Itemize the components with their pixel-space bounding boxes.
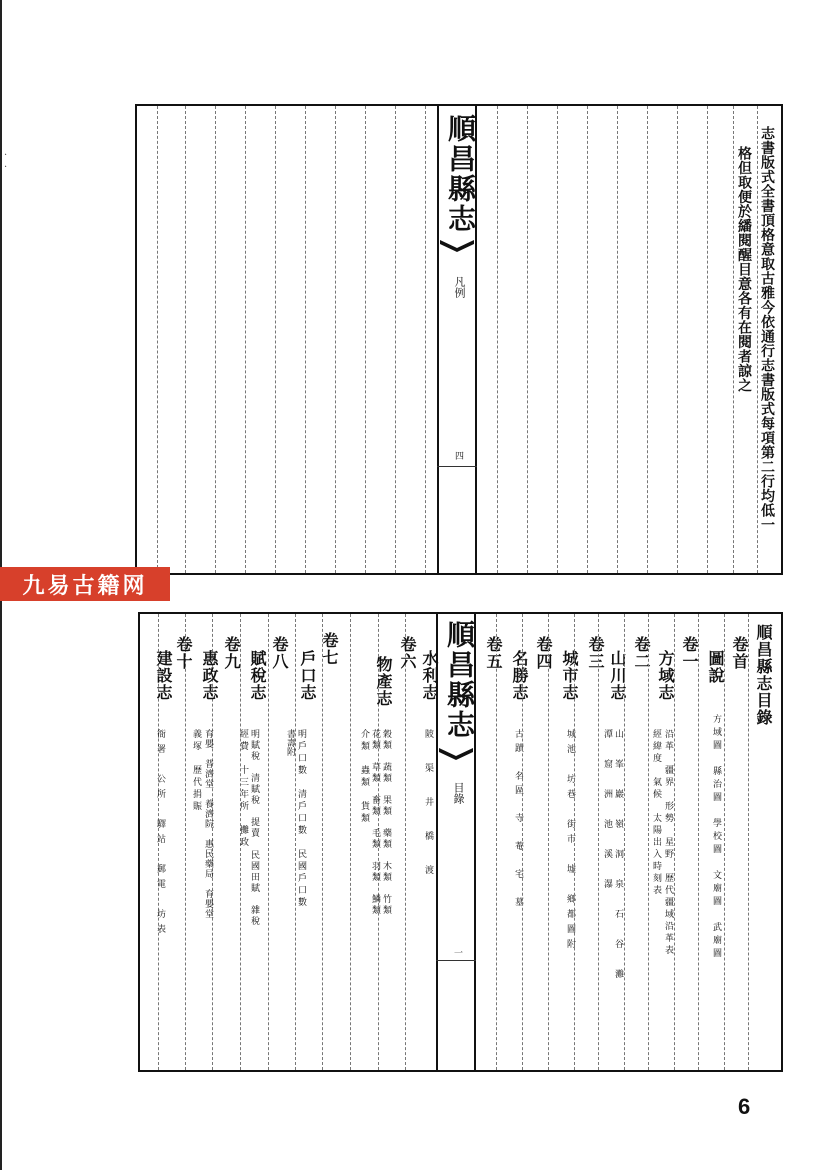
- toc-wuchan: 物產志: [374, 656, 393, 707]
- watermark-logo: 九易古籍网: [0, 567, 170, 601]
- toc-shanchuan-items2: 潭 窟 洲 池 溪 瀑: [602, 729, 612, 894]
- toc-juan-7: 卷七: [320, 632, 339, 666]
- toc-jianshe-items: 衙署 公所 驛站 郵電 坊表: [155, 729, 165, 939]
- bottom-leaf-number: 一: [452, 948, 462, 957]
- toc-mingsheng: 名勝志: [510, 650, 529, 701]
- toc-shuili: 水利志: [420, 650, 439, 701]
- toc-shanchuan-items: 山 峯 巖 嶺 洞 泉 石 谷 灘: [613, 729, 623, 984]
- toc-wuchan-items: 穀類 蔬類 果類 藥類 木類 竹類: [381, 729, 391, 916]
- toc-juan-5: 卷五: [484, 636, 503, 670]
- top-page-frame: [135, 104, 783, 575]
- top-section-label: 凡例: [453, 276, 466, 298]
- toc-chengshi: 城市志: [560, 650, 579, 701]
- bottom-page-frame: [138, 612, 783, 1072]
- scan-speck: · ·: [4, 150, 8, 173]
- top-book-title: 順昌縣志: [444, 114, 477, 234]
- toc-huizheng-items2: 義塚 歷代捐賑: [191, 729, 201, 813]
- toc-main-title: 順昌縣志目錄: [754, 624, 773, 726]
- toc-huzhi-items: 明戶口數 清戶口數 民國戶口數: [296, 729, 306, 909]
- toc-juan-2: 卷二: [632, 636, 651, 670]
- toc-juan-8: 卷八: [270, 636, 289, 670]
- toc-juan-4: 卷四: [534, 636, 553, 670]
- toc-juan-1: 卷一: [680, 636, 699, 670]
- toc-fushui-items: 明賦稅 清賦稅 提賣 民國田賦 雜稅: [249, 729, 259, 927]
- toc-juanshou: 卷首: [730, 636, 749, 670]
- toc-jianshe: 建設志: [154, 650, 173, 701]
- notice-line-2: 格但取便於繙閱醒目意各有在閱者諒之: [736, 146, 752, 393]
- toc-tushuo: 圖說: [706, 650, 725, 684]
- toc-chengshi-items: 城池 坊巷 街市 墟 鄉都圖附: [565, 729, 575, 954]
- notice-line-1: 志書版式全書頂格意取古雅今依通行志書版式每項第二行均低一: [759, 126, 775, 532]
- fishtail-icon: [440, 240, 474, 252]
- toc-huizheng: 惠政志: [200, 650, 219, 701]
- toc-huizheng-items: 育嬰 普濟堂 養濟院 惠民藥局 育嬰堂: [203, 729, 213, 919]
- page-number: 6: [738, 1094, 751, 1119]
- bottom-section-label: 目錄: [452, 782, 465, 804]
- toc-huzhi-items2: 書壽附: [285, 729, 295, 756]
- toc-huzhi: 戶口志: [298, 650, 317, 701]
- toc-juan-10: 卷十: [174, 636, 193, 670]
- toc-fangyu-items2: 經緯度 氣候 太陽出入時刻表: [651, 729, 661, 897]
- toc-juan-6: 卷六: [398, 636, 417, 670]
- toc-mingsheng-items: 古蹟 名區 寺 菴 宅 墓: [513, 729, 523, 911]
- toc-shuili-items: 陂 渠 井 橋 渡: [423, 729, 433, 882]
- top-leaf-number: 四: [453, 451, 463, 460]
- fishtail-icon: [439, 748, 473, 760]
- toc-juan-9: 卷九: [222, 636, 241, 670]
- toc-fushui: 賦稅志: [248, 650, 267, 701]
- toc-fangyu-items: 沿革 疆界 形勢 星野 歷代疆域沿革表: [663, 729, 673, 957]
- bottom-book-title: 順昌縣志: [443, 620, 476, 740]
- toc-fushui-items2: 經費 十三年所 攤政: [238, 729, 248, 849]
- toc-shanchuan: 山川志: [608, 650, 627, 701]
- toc-tushuo-items: 方域圖 縣治圖 學校圖 文廟圖 武廟圖: [711, 714, 721, 961]
- toc-wuchan-items2: 花類 草類 畜類 毛類 羽類 鱗類: [370, 729, 380, 916]
- toc-juan-3: 卷三: [586, 636, 605, 670]
- toc-wuchan-items3: 介類 蟲類 貨類: [359, 729, 369, 825]
- toc-fangyu: 方域志: [656, 650, 675, 701]
